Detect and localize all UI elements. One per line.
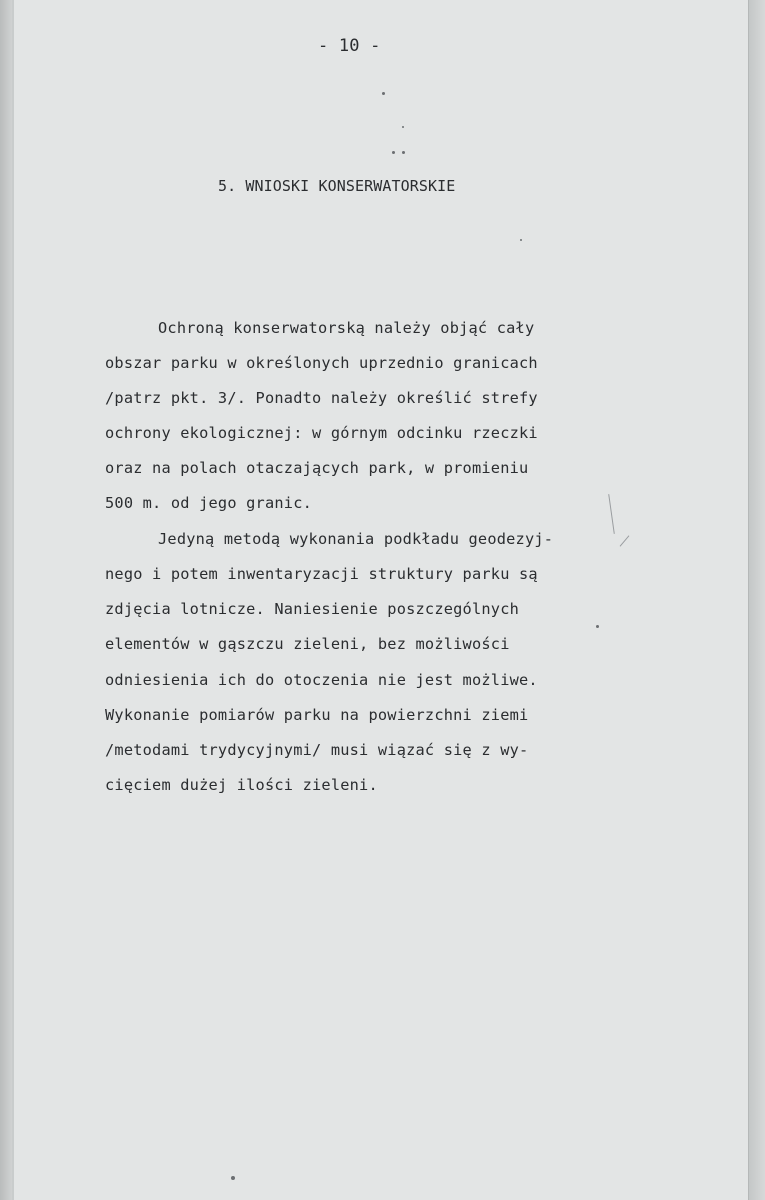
paper-speck xyxy=(382,92,385,95)
paragraph-2-line-8: cięciem dużej ilości zieleni. xyxy=(105,776,378,794)
paragraph-1-line-6: 500 m. od jego granic. xyxy=(105,494,313,512)
page-right-edge xyxy=(748,0,765,1200)
paragraph-1-line-4: ochrony ekologicznej: w górnym odcinku rzeczki xyxy=(105,424,538,442)
paragraph-2-line-6: Wykonanie pomiarów parku na powierzchni ziemi xyxy=(105,706,529,724)
paper-speck xyxy=(392,151,395,154)
paper-speck xyxy=(402,151,405,154)
paragraph-2-line-2: nego i potem inwentaryzacji struktury parku są xyxy=(105,565,538,583)
page-left-edge xyxy=(0,0,12,1200)
paragraph-1-line-1: Ochroną konserwatorską należy objąć cały xyxy=(158,319,535,337)
paper-speck xyxy=(520,239,522,241)
paper-speck xyxy=(402,126,404,128)
paper-speck xyxy=(596,625,599,628)
paragraph-1-line-3: /patrz pkt. 3/. Ponadto należy określić strefy xyxy=(105,389,538,407)
paragraph-2-line-4: elementów w gąszczu zieleni, bez możliwości xyxy=(105,635,510,653)
paragraph-2-line-1: Jedyną metodą wykonania podkładu geodezyj- xyxy=(158,530,554,548)
section-heading: 5. WNIOSKI KONSERWATORSKIE xyxy=(218,177,456,195)
page-number: - 10 - xyxy=(318,36,381,56)
paragraph-1-line-5: oraz na polach otaczających park, w promieniu xyxy=(105,459,529,477)
paragraph-2-line-5: odniesienia ich do otoczenia nie jest możliwe. xyxy=(105,671,538,689)
paper-speck xyxy=(231,1176,235,1180)
paragraph-2-line-7: /metodami trydycyjnymi/ musi wiązać się z wy- xyxy=(105,741,529,759)
paragraph-1-line-2: obszar parku w określonych uprzednio granicach xyxy=(105,354,538,372)
paragraph-2-line-3: zdjęcia lotnicze. Naniesienie poszczególnych xyxy=(105,600,520,618)
